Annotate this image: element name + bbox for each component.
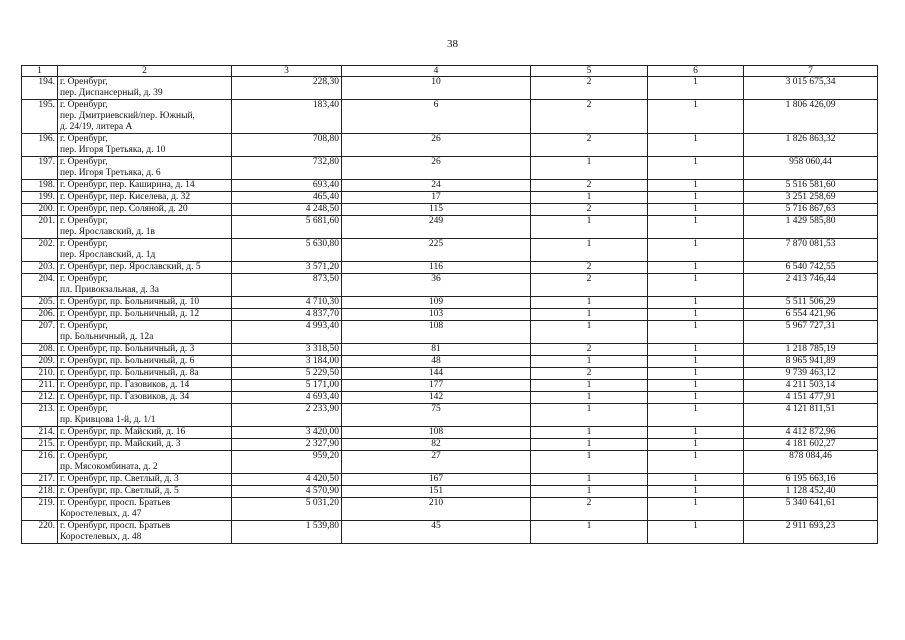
col5-cell: 1 — [531, 321, 648, 344]
col6-cell: 1 — [648, 100, 744, 134]
address-cell — [58, 344, 232, 356]
header-col-1: 1 — [22, 66, 58, 77]
amount-cell: 2 911 693,23 — [744, 521, 878, 544]
row-number: 197. — [22, 157, 58, 180]
col5-cell: 1 — [531, 216, 648, 239]
amount-cell: 1 826 863,32 — [744, 134, 878, 157]
row-number: 210. — [22, 368, 58, 380]
col5-cell: 1 — [531, 404, 648, 427]
col4-cell: 82 — [342, 439, 531, 451]
col4-cell: 24 — [342, 180, 531, 192]
address-cell — [58, 134, 232, 157]
area-cell: 4 993,40 — [232, 321, 342, 344]
row-number: 215. — [22, 439, 58, 451]
col4-cell: 151 — [342, 486, 531, 498]
row-number: 196. — [22, 134, 58, 157]
table-row — [22, 321, 878, 344]
col5-cell: 1 — [531, 521, 648, 544]
table-header — [22, 66, 878, 77]
area-cell: 708,80 — [232, 134, 342, 157]
col6-cell: 1 — [648, 321, 744, 344]
address-cell — [58, 356, 232, 368]
row-number: 213. — [22, 404, 58, 427]
address-line: г. Оренбург, просп. Братьев — [60, 498, 171, 508]
address-line: г. Оренбург, — [60, 157, 108, 167]
area-cell: 1 539,80 — [232, 521, 342, 544]
header-col-2: 2 — [58, 66, 232, 77]
address-line: г. Оренбург, пер. Соляной, д. 20 — [60, 204, 188, 214]
col4-cell: 108 — [342, 321, 531, 344]
address-cell — [58, 262, 232, 274]
area-cell: 3 318,50 — [232, 344, 342, 356]
col5-cell: 1 — [531, 451, 648, 474]
col5-cell: 1 — [531, 356, 648, 368]
row-number: 216. — [22, 451, 58, 474]
amount-cell: 6 554 421,96 — [744, 309, 878, 321]
row-number: 208. — [22, 344, 58, 356]
table-row — [22, 180, 878, 192]
amount-cell: 1 806 426,09 — [744, 100, 878, 134]
table-row — [22, 297, 878, 309]
table-row — [22, 451, 878, 474]
amount-cell: 3 251 258,69 — [744, 192, 878, 204]
col4-cell: 116 — [342, 262, 531, 274]
address-cell — [58, 321, 232, 344]
area-cell: 3 571,20 — [232, 262, 342, 274]
row-number: 202. — [22, 239, 58, 262]
amount-cell: 1 218 785,19 — [744, 344, 878, 356]
col5-cell: 1 — [531, 392, 648, 404]
row-number: 218. — [22, 486, 58, 498]
col4-cell: 6 — [342, 100, 531, 134]
address-cell — [58, 427, 232, 439]
area-cell: 183,40 — [232, 100, 342, 134]
address-line: г. Оренбург, пер. Каширина, д. 14 — [60, 180, 195, 190]
register-table — [21, 65, 878, 544]
col6-cell: 1 — [648, 356, 744, 368]
address-line: пер. Игоря Третьяка, д. 10 — [60, 145, 166, 155]
page-number: 38 — [447, 38, 458, 50]
col4-cell: 249 — [342, 216, 531, 239]
col4-cell: 48 — [342, 356, 531, 368]
amount-cell: 6 540 742,55 — [744, 262, 878, 274]
table-row — [22, 274, 878, 297]
table-row — [22, 204, 878, 216]
address-line: г. Оренбург, — [60, 134, 108, 144]
row-number: 206. — [22, 309, 58, 321]
row-number: 212. — [22, 392, 58, 404]
area-cell: 5 031,20 — [232, 498, 342, 521]
row-number: 203. — [22, 262, 58, 274]
address-line: г. Оренбург, пр. Больничный, д. 8а — [60, 368, 199, 378]
col5-cell: 1 — [531, 157, 648, 180]
row-number: 220. — [22, 521, 58, 544]
col5-cell: 1 — [531, 427, 648, 439]
col4-cell: 81 — [342, 344, 531, 356]
amount-cell: 4 121 811,51 — [744, 404, 878, 427]
amount-cell: 878 084,46 — [744, 451, 878, 474]
table-row — [22, 192, 878, 204]
col6-cell: 1 — [648, 344, 744, 356]
address-line: г. Оренбург, — [60, 216, 108, 226]
address-cell — [58, 216, 232, 239]
col5-cell: 2 — [531, 498, 648, 521]
row-number: 214. — [22, 427, 58, 439]
address-line: г. Оренбург, — [60, 404, 108, 414]
col6-cell: 1 — [648, 216, 744, 239]
address-line: пер. Ярославский, д. 1в — [60, 227, 156, 237]
col5-cell: 2 — [531, 344, 648, 356]
address-line: г. Оренбург, пер. Ярославский, д. 5 — [60, 262, 201, 272]
area-cell: 4 420,50 — [232, 474, 342, 486]
amount-cell: 6 195 663,16 — [744, 474, 878, 486]
col4-cell: 103 — [342, 309, 531, 321]
address-cell — [58, 309, 232, 321]
col6-cell: 1 — [648, 368, 744, 380]
col5-cell: 1 — [531, 192, 648, 204]
table-row — [22, 77, 878, 100]
table-row — [22, 309, 878, 321]
table-row — [22, 521, 878, 544]
address-line: г. Оренбург, пр. Майский, д. 16 — [60, 427, 186, 437]
amount-cell: 3 015 675,34 — [744, 77, 878, 100]
amount-cell: 5 511 506,29 — [744, 297, 878, 309]
area-cell: 228,30 — [232, 77, 342, 100]
area-cell: 5 681,60 — [232, 216, 342, 239]
col6-cell: 1 — [648, 380, 744, 392]
amount-cell: 5 340 641,61 — [744, 498, 878, 521]
col5-cell: 2 — [531, 274, 648, 297]
col6-cell: 1 — [648, 239, 744, 262]
area-cell: 4 837,70 — [232, 309, 342, 321]
address-cell — [58, 486, 232, 498]
col6-cell: 1 — [648, 309, 744, 321]
amount-cell: 2 413 746,44 — [744, 274, 878, 297]
amount-cell: 8 965 941,89 — [744, 356, 878, 368]
row-number: 198. — [22, 180, 58, 192]
address-cell — [58, 100, 232, 134]
row-number: 211. — [22, 380, 58, 392]
address-line: д. 24/19, литера А — [60, 122, 133, 132]
table-row — [22, 439, 878, 451]
area-cell: 465,40 — [232, 192, 342, 204]
area-cell: 5 171,00 — [232, 380, 342, 392]
address-line: пер. Ярославский, д. 1д — [60, 250, 156, 260]
amount-cell: 4 181 602,27 — [744, 439, 878, 451]
address-line: Коростелевых, д. 47 — [60, 509, 142, 519]
address-cell — [58, 404, 232, 427]
row-number: 200. — [22, 204, 58, 216]
header-col-3: 3 — [232, 66, 342, 77]
row-number: 205. — [22, 297, 58, 309]
col4-cell: 225 — [342, 239, 531, 262]
col5-cell: 1 — [531, 309, 648, 321]
col6-cell: 1 — [648, 439, 744, 451]
address-line: г. Оренбург, пр. Больничный, д. 10 — [60, 297, 200, 307]
col6-cell: 1 — [648, 134, 744, 157]
table-row — [22, 368, 878, 380]
address-cell — [58, 498, 232, 521]
address-line: г. Оренбург, пр. Газовиков, д. 14 — [60, 380, 190, 390]
header-row — [22, 66, 878, 77]
address-line: г. Оренбург, пр. Светлый, д. 5 — [60, 486, 179, 496]
row-number: 217. — [22, 474, 58, 486]
amount-cell: 7 870 081,53 — [744, 239, 878, 262]
col4-cell: 210 — [342, 498, 531, 521]
col5-cell: 1 — [531, 239, 648, 262]
col5-cell: 2 — [531, 204, 648, 216]
address-cell — [58, 380, 232, 392]
col5-cell: 2 — [531, 100, 648, 134]
table-body — [22, 77, 878, 544]
header-col-6: 6 — [648, 66, 744, 77]
amount-cell: 958 060,44 — [744, 157, 878, 180]
area-cell: 4 693,40 — [232, 392, 342, 404]
col6-cell: 1 — [648, 192, 744, 204]
table-row — [22, 262, 878, 274]
table-row — [22, 474, 878, 486]
col6-cell: 1 — [648, 404, 744, 427]
amount-cell: 4 151 477,91 — [744, 392, 878, 404]
col4-cell: 115 — [342, 204, 531, 216]
header-col-7: 7 — [744, 66, 878, 77]
col6-cell: 1 — [648, 392, 744, 404]
area-cell: 693,40 — [232, 180, 342, 192]
address-line: г. Оренбург, пр. Газовиков, д. 34 — [60, 392, 190, 402]
col6-cell: 1 — [648, 157, 744, 180]
amount-cell: 5 516 581,60 — [744, 180, 878, 192]
address-cell — [58, 204, 232, 216]
area-cell: 3 184,00 — [232, 356, 342, 368]
area-cell: 4 710,30 — [232, 297, 342, 309]
col6-cell: 1 — [648, 204, 744, 216]
table-row — [22, 404, 878, 427]
area-cell: 5 630,80 — [232, 239, 342, 262]
address-line: г. Оренбург, — [60, 321, 108, 331]
area-cell: 873,50 — [232, 274, 342, 297]
col6-cell: 1 — [648, 77, 744, 100]
address-line: пр. Мясокомбината, д. 2 — [60, 462, 158, 472]
col5-cell: 2 — [531, 368, 648, 380]
area-cell: 4 570,90 — [232, 486, 342, 498]
address-cell — [58, 474, 232, 486]
col4-cell: 26 — [342, 134, 531, 157]
col4-cell: 26 — [342, 157, 531, 180]
col4-cell: 27 — [342, 451, 531, 474]
address-cell — [58, 439, 232, 451]
col5-cell: 1 — [531, 380, 648, 392]
address-line: г. Оренбург, пр. Больничный, д. 12 — [60, 309, 200, 319]
address-line: г. Оренбург, — [60, 451, 108, 461]
address-cell — [58, 77, 232, 100]
amount-cell: 9 739 463,12 — [744, 368, 878, 380]
address-cell — [58, 451, 232, 474]
col6-cell: 1 — [648, 427, 744, 439]
col6-cell: 1 — [648, 498, 744, 521]
address-cell — [58, 392, 232, 404]
address-line: г. Оренбург, пр. Майский, д. 3 — [60, 439, 181, 449]
row-number: 199. — [22, 192, 58, 204]
col5-cell: 2 — [531, 180, 648, 192]
header-col-5: 5 — [531, 66, 648, 77]
address-cell — [58, 192, 232, 204]
table-row — [22, 239, 878, 262]
col5-cell: 1 — [531, 486, 648, 498]
col5-cell: 2 — [531, 134, 648, 157]
col6-cell: 1 — [648, 180, 744, 192]
row-number: 209. — [22, 356, 58, 368]
amount-cell: 1 128 452,40 — [744, 486, 878, 498]
table-row — [22, 380, 878, 392]
address-line: г. Оренбург, — [60, 77, 108, 87]
address-line: пер. Игоря Третьяка, д. 6 — [60, 168, 161, 178]
amount-cell: 4 211 503,14 — [744, 380, 878, 392]
address-cell — [58, 157, 232, 180]
address-line: г. Оренбург, — [60, 239, 108, 249]
address-cell — [58, 297, 232, 309]
col6-cell: 1 — [648, 297, 744, 309]
address-line: г. Оренбург, просп. Братьев — [60, 521, 171, 531]
col6-cell: 1 — [648, 274, 744, 297]
table-row — [22, 498, 878, 521]
area-cell: 2 233,90 — [232, 404, 342, 427]
col4-cell: 109 — [342, 297, 531, 309]
address-line: г. Оренбург, пр. Больничный, д. 3 — [60, 344, 195, 354]
col4-cell: 177 — [342, 380, 531, 392]
amount-cell: 1 429 585,80 — [744, 216, 878, 239]
col4-cell: 36 — [342, 274, 531, 297]
address-line: г. Оренбург, пр. Больничный, д. 6 — [60, 356, 195, 366]
row-number: 207. — [22, 321, 58, 344]
address-line: г. Оренбург, — [60, 100, 108, 110]
address-line: г. Оренбург, пер. Киселева, д. 32 — [60, 192, 191, 202]
col6-cell: 1 — [648, 451, 744, 474]
row-number: 194. — [22, 77, 58, 100]
row-number: 195. — [22, 100, 58, 134]
header-col-4: 4 — [342, 66, 531, 77]
table-row — [22, 157, 878, 180]
col5-cell: 1 — [531, 439, 648, 451]
table-row — [22, 344, 878, 356]
address-line: пл. Привокзальная, д. 3а — [60, 285, 160, 295]
area-cell: 5 229,50 — [232, 368, 342, 380]
address-line: пер. Диспансерный, д. 39 — [60, 88, 163, 98]
col4-cell: 75 — [342, 404, 531, 427]
address-cell — [58, 239, 232, 262]
col5-cell: 1 — [531, 474, 648, 486]
address-line: пр. Больничный, д. 12а — [60, 332, 154, 342]
col5-cell: 1 — [531, 297, 648, 309]
address-line: пр. Кривцова 1-й, д. 1/1 — [60, 415, 156, 425]
row-number: 201. — [22, 216, 58, 239]
col6-cell: 1 — [648, 521, 744, 544]
address-line: Коростелевых, д. 48 — [60, 532, 142, 542]
col4-cell: 167 — [342, 474, 531, 486]
area-cell: 3 420,00 — [232, 427, 342, 439]
table-row — [22, 392, 878, 404]
area-cell: 4 248,50 — [232, 204, 342, 216]
area-cell: 732,80 — [232, 157, 342, 180]
table-row — [22, 427, 878, 439]
address-line: г. Оренбург, — [60, 274, 108, 284]
col4-cell: 144 — [342, 368, 531, 380]
address-line: пер. Дмитриевский/пер. Южный, — [60, 111, 195, 121]
area-cell: 2 327,90 — [232, 439, 342, 451]
row-number: 204. — [22, 274, 58, 297]
address-cell — [58, 274, 232, 297]
col5-cell: 2 — [531, 77, 648, 100]
col6-cell: 1 — [648, 474, 744, 486]
address-cell — [58, 521, 232, 544]
row-number: 219. — [22, 498, 58, 521]
amount-cell: 5 716 867,63 — [744, 204, 878, 216]
amount-cell: 5 967 727,31 — [744, 321, 878, 344]
table-row — [22, 100, 878, 134]
col4-cell: 142 — [342, 392, 531, 404]
table-row — [22, 356, 878, 368]
col6-cell: 1 — [648, 486, 744, 498]
address-cell — [58, 180, 232, 192]
table-row — [22, 134, 878, 157]
col5-cell: 2 — [531, 262, 648, 274]
area-cell: 959,20 — [232, 451, 342, 474]
table-row — [22, 486, 878, 498]
col4-cell: 108 — [342, 427, 531, 439]
col4-cell: 17 — [342, 192, 531, 204]
table-row — [22, 216, 878, 239]
address-line: г. Оренбург, пр. Светлый, д. 3 — [60, 474, 179, 484]
col4-cell: 45 — [342, 521, 531, 544]
address-cell — [58, 368, 232, 380]
amount-cell: 4 412 872,96 — [744, 427, 878, 439]
col4-cell: 10 — [342, 77, 531, 100]
col6-cell: 1 — [648, 262, 744, 274]
